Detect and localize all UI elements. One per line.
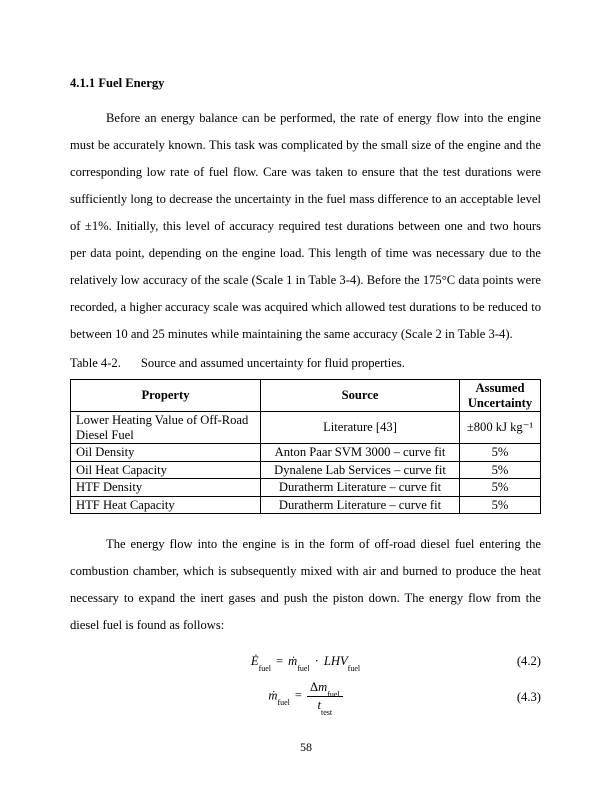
dot-operator: ·	[314, 654, 319, 668]
equation-number: (4.2)	[516, 654, 541, 668]
cell-uncertainty: 5%	[460, 444, 541, 462]
subscript: fuel	[277, 697, 290, 707]
cell-property: Lower Heating Value of Off-Road Diesel Fuel	[71, 412, 261, 444]
cell-property: Oil Heat Capacity	[71, 461, 261, 479]
subscript: fuel	[297, 663, 310, 673]
table-row	[71, 412, 541, 444]
mass-symbol: m	[318, 680, 328, 694]
table-caption-text: Source and assumed uncertainty for fluid properties.	[140, 356, 405, 370]
table-header-source: Source	[261, 380, 460, 412]
equation-4-3-formula	[268, 680, 342, 717]
cell-property: HTF Density	[71, 479, 261, 497]
equals-sign: =	[294, 688, 302, 703]
cell-property: HTF Heat Capacity	[71, 496, 261, 514]
time-symbol: t	[317, 698, 322, 712]
table-caption-label: Table 4-2.	[70, 356, 121, 370]
equation-number: (4.3)	[516, 689, 541, 704]
cell-source: Dynalene Lab Services – curve fit	[261, 461, 460, 479]
lhv-symbol: LHV	[323, 654, 348, 668]
table-caption	[70, 355, 541, 371]
fraction-numerator	[307, 680, 343, 697]
cell-source: Duratherm Literature – curve fit	[261, 479, 460, 497]
delta-symbol: Δ	[310, 680, 319, 694]
equals-sign: =	[276, 654, 284, 668]
fraction	[307, 680, 343, 717]
body-paragraph-2: The energy flow into the engine is in the form of off-road diesel fuel entering the combustion chamber, which is subsequently mixed with air and burned to produce the heat necessary to expand the inert gases and push the piston down. The energy flow from the diesel fuel is found as follows:	[70, 537, 541, 632]
cell-property: Oil Density	[71, 444, 261, 462]
equation-4-3	[70, 680, 541, 717]
cell-source: Literature [43]	[261, 412, 460, 444]
table-header-row	[71, 380, 541, 412]
mass-flow-symbol: ṁ	[288, 654, 298, 668]
equation-4-2	[70, 651, 541, 671]
properties-table	[70, 379, 541, 514]
equation-4-2-formula	[251, 651, 360, 671]
cell-source: Anton Paar SVM 3000 – curve fit	[261, 444, 460, 462]
cell-uncertainty: 5%	[460, 496, 541, 514]
mass-flow-symbol: ṁ	[268, 688, 278, 703]
table-header-assumed-uncertainty: Assumed Uncertainty	[460, 380, 541, 412]
table-row	[71, 496, 541, 514]
cell-uncertainty: 5%	[460, 479, 541, 497]
table-row	[71, 444, 541, 462]
subscript: fuel	[258, 663, 272, 673]
cell-uncertainty: 5%	[460, 461, 541, 479]
page-number: 58	[300, 740, 312, 754]
table-row	[71, 461, 541, 479]
table-row	[71, 479, 541, 497]
fraction-denominator	[307, 697, 343, 717]
subscript: fuel	[347, 663, 361, 673]
equations-block	[70, 651, 541, 717]
body-paragraph-1: Before an energy balance can be performed, the rate of energy flow into the engine must be accurately known. This task was complicated by the small size of the engine and the corresponding low rate of fuel flow. Care was taken to ensure that the test durations were sufficiently long to decrease the uncertainty in the fuel mass difference to an acceptable level of ±1%. Initially, this level of accuracy required test durations between one and two hours per data point, depending on the engine load. This length of time was necessary due to the relatively low accuracy of the scale (Scale 1 in Table 3-4). Before the 175°C data points were recorded, a higher accuracy scale was acquired which allowed test durations to be reduced to between 10 and 25 minutes while maintaining the same accuracy (Scale 2 in Table 3-4).	[70, 111, 541, 341]
subscript: fuel	[327, 689, 340, 699]
subscript: test	[321, 707, 333, 717]
cell-uncertainty: ±800 kJ kg⁻¹	[460, 412, 541, 444]
fuel-energy-symbol: Ė	[250, 654, 259, 668]
table-header-property: Property	[71, 380, 261, 412]
cell-source: Duratherm Literature – curve fit	[261, 496, 460, 514]
section-heading: 4.1.1 Fuel Energy	[70, 76, 165, 90]
